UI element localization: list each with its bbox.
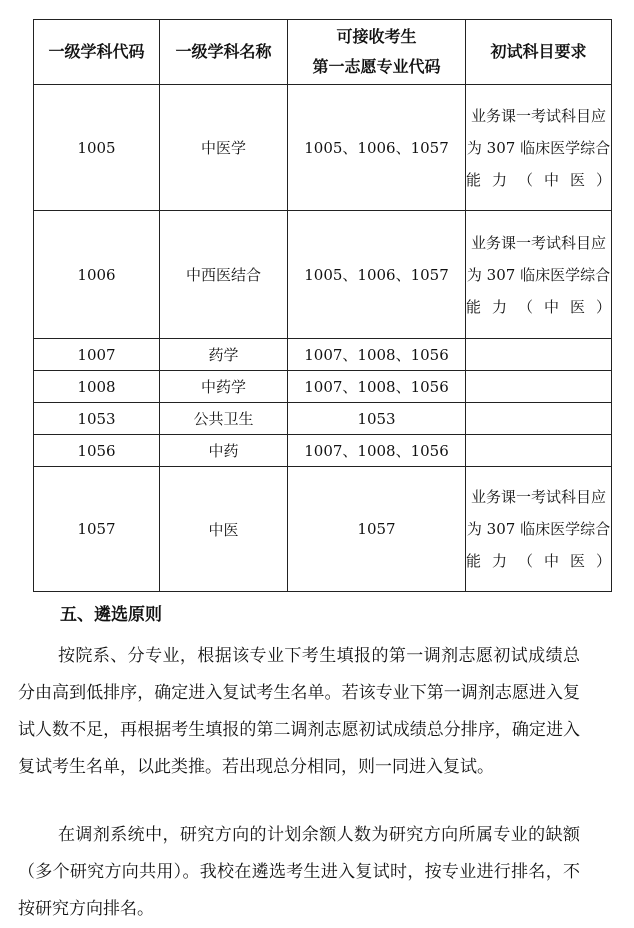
cell-code: 1057	[34, 467, 160, 592]
cell-code: 1007	[34, 339, 160, 371]
cell-requirement: 业务课一考试科目应为 307 临床医学综合能力（中医）	[466, 85, 612, 211]
subject-requirements-table	[33, 19, 612, 592]
cell-name: 中西医结合	[160, 211, 288, 339]
cell-accept: 1007、1008、1056	[288, 339, 466, 371]
header-name: 一级学科名称	[160, 20, 288, 85]
paragraph-ranking-rules: 按院系、分专业，根据该专业下考生填报的第一调剂志愿初试成绩总分由高到低排序，确定进入复试考生名单。若该专业下第一调剂志愿进入复试人数不足，再根据考生填报的第二调剂志愿初试成绩总分排序，确定进入复试考生名单，以此类推。若出现总分相同，则一同进入复试。	[18, 646, 580, 777]
cell-accept: 1005、1006、1057	[288, 85, 466, 211]
cell-name: 中医学	[160, 85, 288, 211]
cell-requirement	[466, 403, 612, 435]
cell-requirement	[466, 435, 612, 467]
header-code: 一级学科代码	[34, 20, 160, 85]
cell-requirement	[466, 339, 612, 371]
paragraph-research-direction: 在调剂系统中，研究方向的计划余额人数为研究方向所属专业的缺额（多个研究方向共用）。我校在遴选考生进入复试时，按专业进行排名，不按研究方向排名。	[18, 825, 580, 919]
cell-accept: 1057	[288, 467, 466, 592]
cell-name: 公共卫生	[160, 403, 288, 435]
header-accept-line2: 第一志愿专业代码	[312, 57, 441, 76]
cell-requirement: 业务课一考试科目应为 307 临床医学综合能力（中医）	[466, 467, 612, 592]
header-accept-line1: 可接收考生	[336, 27, 417, 46]
table-row	[34, 339, 612, 371]
cell-accept: 1053	[288, 403, 466, 435]
table-row	[34, 211, 612, 339]
cell-code: 1056	[34, 435, 160, 467]
header-requirement: 初试科目要求	[466, 20, 612, 85]
table-row	[34, 85, 612, 211]
cell-accept: 1007、1008、1056	[288, 371, 466, 403]
cell-code: 1008	[34, 371, 160, 403]
cell-code: 1053	[34, 403, 160, 435]
cell-name: 中药学	[160, 371, 288, 403]
table-header-row	[34, 20, 612, 85]
cell-name: 药学	[160, 339, 288, 371]
section-heading: 五、遴选原则	[60, 605, 162, 625]
cell-accept: 1007、1008、1056	[288, 435, 466, 467]
table-row	[34, 403, 612, 435]
cell-name: 中医	[160, 467, 288, 592]
cell-requirement	[466, 371, 612, 403]
table-row	[34, 467, 612, 592]
cell-code: 1005	[34, 85, 160, 211]
cell-requirement: 业务课一考试科目应为 307 临床医学综合能力（中医）	[466, 211, 612, 339]
table-row	[34, 435, 612, 467]
table-row	[34, 371, 612, 403]
cell-name: 中药	[160, 435, 288, 467]
header-accept	[288, 20, 466, 85]
cell-code: 1006	[34, 211, 160, 339]
cell-accept: 1005、1006、1057	[288, 211, 466, 339]
